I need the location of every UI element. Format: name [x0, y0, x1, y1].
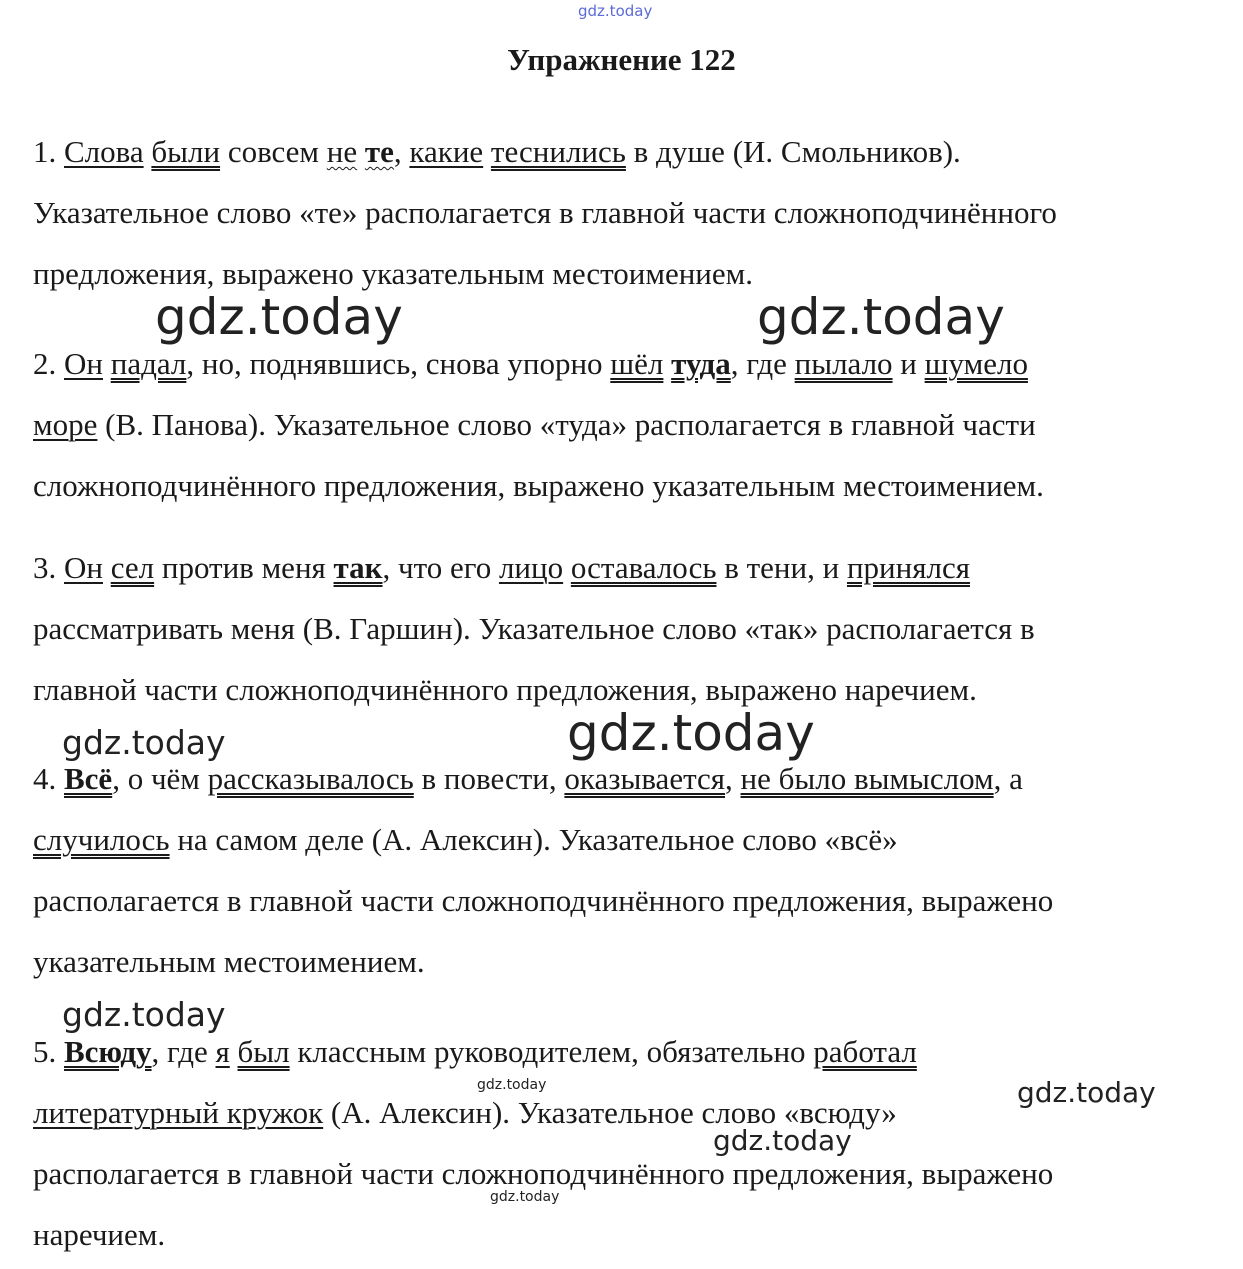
- predicate-underlined: случилось: [33, 822, 170, 857]
- text: 3.: [33, 550, 64, 585]
- watermark: gdz.today: [567, 704, 815, 762]
- wavy-underlined: не: [326, 134, 358, 169]
- paragraph-4: [33, 748, 1218, 992]
- watermark: gdz.today: [477, 1077, 547, 1093]
- text: 2.: [33, 346, 64, 381]
- predicate-underlined: принялся: [846, 550, 970, 585]
- line: предложения, выражено указательным местоимением.: [33, 256, 754, 291]
- predicate-underlined: рассказывалось: [207, 761, 414, 796]
- subject-underlined: литературный кружок: [33, 1095, 324, 1130]
- watermark: gdz.today: [490, 1189, 560, 1205]
- line: указательным местоимением.: [33, 944, 425, 979]
- line: располагается в главной части сложноподчинённого предложения, выражено: [33, 1156, 1054, 1191]
- line: рассматривать меня (В. Гаршин). Указательное слово «так» располагается в: [33, 611, 1035, 646]
- demonstrative-word: туда: [671, 346, 731, 381]
- predicate-underlined: пылало: [794, 346, 893, 381]
- predicate-underlined: был: [237, 1034, 290, 1069]
- text: 1.: [33, 134, 64, 169]
- text: совсем: [220, 134, 327, 169]
- line: [33, 394, 1218, 455]
- predicate-underlined: падал: [110, 346, 187, 381]
- line: наречием.: [33, 1217, 166, 1252]
- demonstrative-word: те: [364, 134, 394, 169]
- text: , где: [730, 346, 795, 381]
- text: [563, 550, 571, 585]
- demonstrative-word: так: [333, 550, 383, 585]
- subject-underlined: море: [33, 407, 98, 442]
- text: ,: [725, 761, 741, 796]
- subject-underlined: лицо: [498, 550, 564, 585]
- demonstrative-word: Всё: [64, 761, 113, 796]
- watermark-top: gdz.today: [578, 2, 653, 20]
- predicate-underlined: не было вымыслом: [740, 761, 994, 796]
- predicate-underlined: оставалось: [570, 550, 717, 585]
- predicate-underlined: теснились: [490, 134, 626, 169]
- text: (А. Алексин). Указательное слово «всюду»: [323, 1095, 897, 1130]
- line: Указательное слово «те» располагается в главной части сложноподчинённого: [33, 195, 1057, 230]
- demonstrative-word: Всюду: [64, 1034, 152, 1069]
- text: на самом деле (А. Алексин). Указательное слово «всё»: [169, 822, 898, 857]
- subject-underlined: я: [215, 1034, 230, 1069]
- text: в повести,: [413, 761, 565, 796]
- text: , что его: [382, 550, 499, 585]
- text: 5.: [33, 1034, 64, 1069]
- watermark: gdz.today: [713, 1124, 852, 1157]
- page-title: Упражнение 122: [507, 42, 736, 77]
- paragraph-2: [33, 333, 1218, 516]
- watermark: gdz.today: [62, 723, 226, 762]
- watermark: gdz.today: [757, 288, 1005, 346]
- text: (В. Панова). Указательное слово «туда» располагается в главной части: [97, 407, 1036, 442]
- text: в душе (И. Смольников).: [625, 134, 961, 169]
- text: , где: [151, 1034, 216, 1069]
- paragraph-5: [33, 1021, 1218, 1265]
- predicate-underlined: сел: [110, 550, 155, 585]
- predicate-underlined: оказывается: [564, 761, 726, 796]
- text: , о чём: [112, 761, 208, 796]
- line: главной части сложноподчинённого предложения, выражено наречием.: [33, 672, 977, 707]
- text: [103, 346, 111, 381]
- paragraph-3: [33, 537, 1218, 720]
- line: [33, 121, 1218, 182]
- text: , но, поднявшись, снова упорно: [186, 346, 611, 381]
- text: [230, 1034, 238, 1069]
- predicate-underlined: работал: [813, 1034, 917, 1069]
- predicate-underlined: шёл: [610, 346, 664, 381]
- text: , а: [993, 761, 1023, 796]
- text: [103, 550, 111, 585]
- subject-underlined: Он: [64, 550, 103, 585]
- text: против меня: [154, 550, 334, 585]
- subject-underlined: Он: [64, 346, 103, 381]
- text: [357, 134, 365, 169]
- text: [663, 346, 671, 381]
- subject-underlined: Слова: [64, 134, 144, 169]
- text: 4.: [33, 761, 64, 796]
- text: ,: [393, 134, 410, 169]
- line: [33, 809, 1218, 870]
- predicate-underlined: были: [151, 134, 221, 169]
- paragraph-1: [33, 121, 1218, 304]
- text: и: [892, 346, 925, 381]
- line: сложноподчинённого предложения, выражено указательным местоимением.: [33, 468, 1044, 503]
- text: классным руководителем, обязательно: [289, 1034, 814, 1069]
- subject-underlined: какие: [409, 134, 484, 169]
- line: располагается в главной части сложноподчинённого предложения, выражено: [33, 883, 1054, 918]
- watermark: gdz.today: [62, 995, 226, 1034]
- predicate-underlined: шумело: [924, 346, 1028, 381]
- watermark: gdz.today: [1017, 1076, 1156, 1109]
- text: в тени, и: [716, 550, 847, 585]
- text: [483, 134, 491, 169]
- watermark: gdz.today: [155, 288, 403, 346]
- line: [33, 537, 1218, 598]
